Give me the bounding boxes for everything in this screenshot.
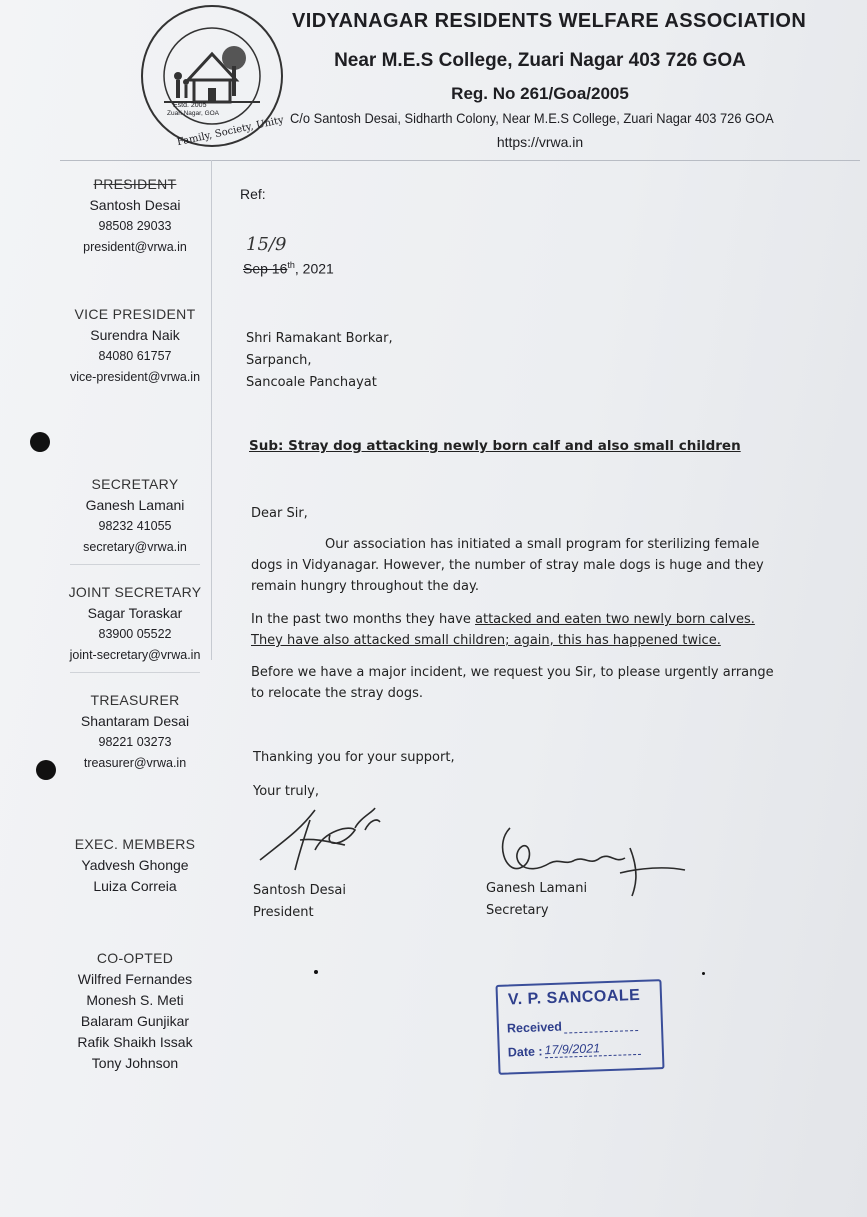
- paragraph-3: Before we have a major incident, we request you Sir, to please urgently arrange to relocate the stray dogs.: [251, 665, 774, 701]
- salutation: Dear Sir,: [251, 506, 308, 521]
- sidebar-secretary: [40, 474, 230, 565]
- sidebar-exec-members: [40, 834, 230, 897]
- stamp-date-line: [508, 1040, 641, 1060]
- sidebar-joint-secretary: [40, 582, 230, 673]
- punch-hole: [36, 760, 56, 780]
- signature-president: [255, 800, 385, 880]
- member-name: Wilfred Fernandes: [77, 971, 193, 987]
- member-phone: 98232 41055: [98, 519, 172, 533]
- recipient-address: [246, 328, 393, 394]
- member-name: Tony Johnson: [91, 1055, 179, 1071]
- role-label: SECRETARY: [91, 476, 179, 492]
- member-name: Luiza Correia: [93, 878, 177, 894]
- signatory-secretary: [486, 878, 587, 922]
- member-name: Santosh Desai: [89, 197, 181, 213]
- stamp-date-label: Date :: [507, 1044, 543, 1060]
- stamp-date-value: 17/9/2021: [544, 1040, 640, 1058]
- letter-date: [243, 260, 334, 277]
- role-label: JOINT SECRETARY: [68, 584, 202, 600]
- member-name: Ganesh Lamani: [85, 497, 185, 513]
- member-name: Shantaram Desai: [80, 713, 190, 729]
- logo-place-text: Zuari Nagar, GOA: [167, 110, 220, 117]
- signatory-name: Ganesh Lamani: [486, 881, 588, 896]
- member-name: Monesh S. Meti: [86, 992, 184, 1008]
- signatory-title: President: [253, 905, 314, 920]
- thanks-line: Thanking you for your support,: [253, 750, 455, 765]
- member-name: Rafik Shaikh Issak: [77, 1034, 193, 1050]
- member-email[interactable]: joint-secretary@vrwa.in: [69, 648, 201, 662]
- member-phone: 84080 61757: [98, 349, 172, 363]
- organization-address: Near M.E.S College, Zuari Nagar 403 726 GOA: [334, 50, 746, 71]
- signatory-president: [253, 880, 346, 924]
- member-email[interactable]: secretary@vrwa.in: [83, 540, 187, 554]
- role-label: CO-OPTED: [96, 950, 174, 966]
- recipient-title: Sarpanch,: [246, 353, 312, 368]
- speck: [702, 972, 705, 975]
- logo-estd-text: Estd. 2005: [173, 102, 207, 109]
- date-month: Sep 16: [243, 260, 288, 277]
- member-name: Balaram Gunjikar: [80, 1013, 190, 1029]
- care-of-address: C/o Santosh Desai, Sidharth Colony, Near M.E.S College, Zuari Nagar 403 726 GOA: [290, 110, 774, 126]
- member-phone: 98508 29033: [98, 219, 172, 233]
- received-stamp: [495, 979, 664, 1075]
- sidebar-president: [40, 174, 230, 258]
- header-divider: [60, 160, 860, 161]
- sidebar-treasurer: [40, 690, 230, 774]
- member-name: Sagar Toraskar: [87, 605, 183, 621]
- paragraph-2-underlined-2: They have also attacked small children; again, this has happened twice.: [251, 633, 721, 648]
- member-email[interactable]: treasurer@vrwa.in: [83, 756, 187, 770]
- stamp-received-line: [507, 1016, 638, 1036]
- handwritten-date: 15/9: [246, 234, 287, 255]
- website-link[interactable]: https://vrwa.in: [496, 134, 584, 150]
- speck: [314, 970, 318, 974]
- recipient-office: Sancoale Panchayat: [246, 375, 377, 390]
- paragraph-2-text: In the past two months they have: [251, 612, 475, 627]
- registration-number: Reg. No 261/Goa/2005: [451, 84, 629, 103]
- stamp-received-mark: [564, 1016, 638, 1034]
- section-divider: [70, 672, 200, 673]
- sidebar-co-opted: [40, 948, 230, 1074]
- member-name: Surendra Naik: [90, 327, 180, 343]
- member-phone: 98221 03273: [98, 735, 172, 749]
- recipient-name: Shri Ramakant Borkar,: [246, 331, 393, 346]
- member-phone: 83900 05522: [98, 627, 172, 641]
- stamp-received-label: Received: [506, 1019, 563, 1036]
- member-name: Yadvesh Ghonge: [81, 857, 189, 873]
- stamp-title: V. P. SANCOALE: [507, 986, 641, 1009]
- role-label: VICE PRESIDENT: [74, 306, 196, 322]
- closing-line: Your truly,: [253, 784, 320, 799]
- role-label: TREASURER: [90, 692, 180, 708]
- section-divider: [70, 564, 200, 565]
- role-label: PRESIDENT: [93, 176, 177, 192]
- paragraph-2-underlined: attacked and eaten two newly born calves.: [475, 612, 755, 627]
- sidebar-vice-president: [40, 304, 230, 388]
- paragraph-1: Our association has initiated a small program for sterilizing female dogs in Vidyanagar. However, the number of stray male dogs is huge and they remain hungry throughout the day.: [251, 537, 764, 594]
- subject-line: Sub: Stray dog attacking newly born calf and also small children: [249, 438, 741, 454]
- logo-motto-text: Family, Society, Unity: [176, 114, 285, 149]
- punch-hole: [30, 432, 50, 452]
- date-year: , 2021: [294, 260, 334, 277]
- member-email[interactable]: president@vrwa.in: [83, 240, 187, 254]
- paragraph-2: [251, 609, 776, 651]
- role-label: EXEC. MEMBERS: [74, 836, 196, 852]
- member-email[interactable]: vice-president@vrwa.in: [69, 370, 201, 384]
- signatory-name: Santosh Desai: [253, 883, 347, 898]
- signatory-title: Secretary: [486, 903, 549, 918]
- reference-label: Ref:: [240, 186, 266, 202]
- date-suffix: th: [287, 260, 295, 270]
- organization-name: VIDYANAGAR RESIDENTS WELFARE ASSOCIATION: [292, 10, 807, 32]
